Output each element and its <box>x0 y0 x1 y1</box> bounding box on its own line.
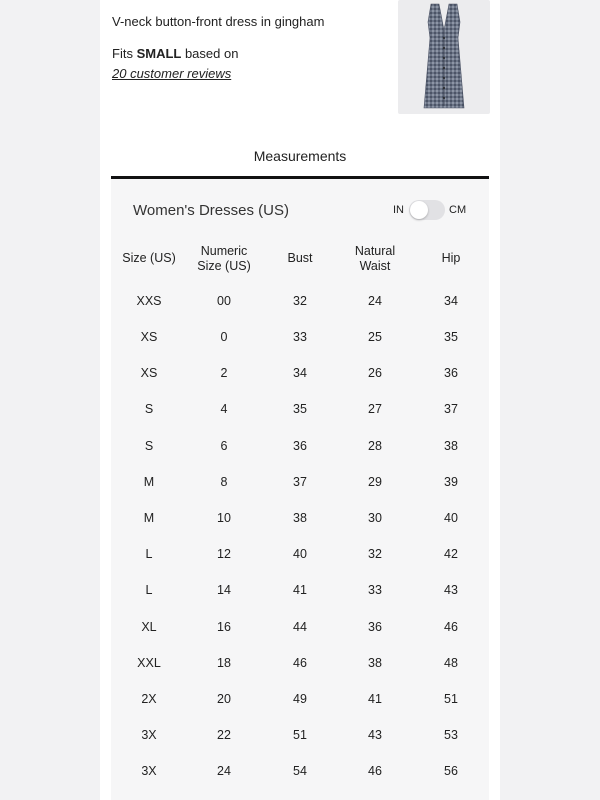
cell-hip: 37 <box>444 402 458 416</box>
cell-size: XXS <box>136 294 162 308</box>
dress-image <box>398 0 490 114</box>
cell-natural-waist: 46 <box>368 764 382 778</box>
col-header-waist-line2: Waist <box>359 259 391 273</box>
cell-hip: 43 <box>444 583 458 597</box>
measurements-heading: Measurements <box>253 148 347 164</box>
cell-natural-waist: 26 <box>368 366 382 380</box>
col-header-waist-line1: Natural <box>354 244 396 258</box>
cell-numeric-size: 24 <box>217 764 231 778</box>
cell-size: M <box>143 511 155 525</box>
cell-hip: 35 <box>444 330 458 344</box>
cell-numeric-size: 16 <box>217 620 231 634</box>
cell-size: 3X <box>141 728 157 742</box>
cell-bust: 33 <box>293 330 307 344</box>
cell-hip: 34 <box>444 294 458 308</box>
cell-hip: 53 <box>444 728 458 742</box>
product-name: V-neck button-front dress in gingham <box>112 14 325 29</box>
col-header-numeric-line1: Numeric <box>200 244 248 258</box>
cell-hip: 42 <box>444 547 458 561</box>
col-header-hip <box>413 251 489 266</box>
cell-numeric-size: 10 <box>217 511 231 525</box>
cell-natural-waist: 41 <box>368 692 382 706</box>
cell-size: L <box>145 547 153 561</box>
unit-toggle-knob <box>410 201 428 219</box>
cell-size: S <box>144 439 154 453</box>
cell-natural-waist: 32 <box>368 547 382 561</box>
cell-natural-waist: 29 <box>368 475 382 489</box>
cell-size: S <box>144 402 154 416</box>
cell-hip: 51 <box>444 692 458 706</box>
cell-bust: 44 <box>293 620 307 634</box>
cell-bust: 54 <box>293 764 307 778</box>
col-header-size-line1: Size (US) <box>122 251 176 265</box>
customer-reviews-link[interactable]: 20 customer reviews <box>112 66 232 81</box>
cell-bust: 32 <box>293 294 307 308</box>
cell-numeric-size: 20 <box>217 692 231 706</box>
cell-natural-waist: 25 <box>368 330 382 344</box>
cell-size: XS <box>140 366 158 380</box>
cell-bust: 41 <box>293 583 307 597</box>
col-header-natural-waist <box>337 244 413 274</box>
cell-bust: 36 <box>293 439 307 453</box>
cell-numeric-size: 18 <box>217 656 231 670</box>
cell-hip: 40 <box>444 511 458 525</box>
cell-bust: 35 <box>293 402 307 416</box>
cell-natural-waist: 38 <box>368 656 382 670</box>
size-chart-title: Women's Dresses (US) <box>133 202 289 219</box>
cell-natural-waist: 33 <box>368 583 382 597</box>
cell-size: 3X <box>141 764 157 778</box>
cell-bust: 46 <box>293 656 307 670</box>
cell-hip: 39 <box>444 475 458 489</box>
cell-numeric-size: 6 <box>220 439 228 453</box>
cell-bust: 37 <box>293 475 307 489</box>
cell-size: L <box>145 583 153 597</box>
cell-bust: 34 <box>293 366 307 380</box>
cell-numeric-size: 0 <box>220 330 228 344</box>
cell-natural-waist: 43 <box>368 728 382 742</box>
cell-numeric-size: 8 <box>220 475 228 489</box>
cell-natural-waist: 28 <box>368 439 382 453</box>
cell-bust: 51 <box>293 728 307 742</box>
cell-numeric-size: 22 <box>217 728 231 742</box>
cell-hip: 56 <box>444 764 458 778</box>
size-chart-card <box>111 179 489 800</box>
cell-size: XL <box>141 620 157 634</box>
fit-prefix: Fits <box>112 46 137 61</box>
cell-bust: 40 <box>293 547 307 561</box>
col-header-size <box>111 251 187 266</box>
cell-natural-waist: 30 <box>368 511 382 525</box>
cell-natural-waist: 36 <box>368 620 382 634</box>
col-header-numeric-line2: Size (US) <box>197 259 251 273</box>
col-header-hip-line1: Hip <box>441 251 461 265</box>
col-header-numeric-size <box>186 244 262 274</box>
cell-hip: 38 <box>444 439 458 453</box>
size-chart-panel <box>100 0 500 800</box>
cell-size: M <box>143 475 155 489</box>
unit-cm-label[interactable]: CM <box>449 204 467 216</box>
cell-natural-waist: 24 <box>368 294 382 308</box>
col-header-bust <box>262 251 338 266</box>
cell-bust: 38 <box>293 511 307 525</box>
cell-numeric-size: 4 <box>220 402 228 416</box>
cell-size: XXL <box>137 656 161 670</box>
cell-numeric-size: 12 <box>217 547 231 561</box>
right-gutter <box>500 0 600 800</box>
cell-numeric-size: 00 <box>217 294 231 308</box>
fit-size: SMALL <box>136 46 182 61</box>
cell-hip: 36 <box>444 366 458 380</box>
cell-numeric-size: 14 <box>217 583 231 597</box>
cell-numeric-size: 2 <box>220 366 228 380</box>
product-thumbnail[interactable] <box>398 0 490 114</box>
left-gutter <box>0 0 100 800</box>
unit-toggle[interactable] <box>409 200 445 220</box>
cell-hip: 48 <box>444 656 458 670</box>
fit-suffix: based on <box>181 46 239 61</box>
cell-natural-waist: 27 <box>368 402 382 416</box>
cell-bust: 49 <box>293 692 307 706</box>
product-summary <box>112 0 488 122</box>
col-header-bust-line1: Bust <box>287 251 313 265</box>
unit-in-label[interactable]: IN <box>393 204 404 216</box>
cell-hip: 46 <box>444 620 458 634</box>
fit-summary <box>112 46 238 61</box>
cell-size: XS <box>140 330 158 344</box>
cell-size: 2X <box>141 692 157 706</box>
